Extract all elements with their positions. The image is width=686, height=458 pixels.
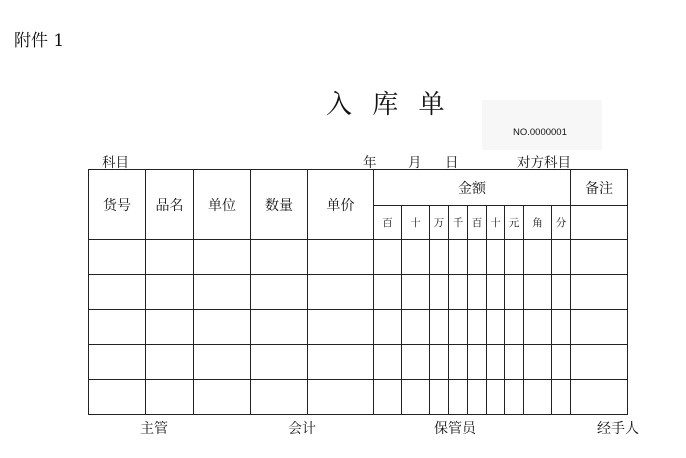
table-cell — [308, 275, 374, 310]
counterparty-subject-label: 对方科目 — [517, 155, 571, 171]
accountant-label: 会计 — [288, 421, 316, 437]
col-remarks: 备注 — [571, 170, 628, 206]
digit-jiao: 角 — [524, 206, 552, 240]
table-cell — [552, 345, 571, 380]
table-cell — [524, 380, 552, 415]
table-cell — [402, 310, 430, 345]
table-cell — [194, 380, 251, 415]
table-cell — [402, 380, 430, 415]
day-label: 日 — [445, 155, 459, 171]
col-amount: 金额 — [374, 170, 571, 206]
table-cell — [505, 345, 524, 380]
table-cell — [89, 345, 146, 380]
table-cell — [402, 345, 430, 380]
table-cell — [505, 240, 524, 275]
table-cell — [89, 240, 146, 275]
table-cell — [146, 380, 194, 415]
table-cell — [552, 310, 571, 345]
form-title: 入 库 单 — [326, 90, 451, 120]
table-cell — [468, 380, 487, 415]
table-cell — [430, 345, 449, 380]
table-cell — [505, 380, 524, 415]
table-body — [89, 170, 628, 415]
table-cell — [449, 240, 468, 275]
table-cell — [308, 380, 374, 415]
table-row — [89, 275, 628, 310]
table-cell — [251, 240, 308, 275]
table-cell — [402, 240, 430, 275]
year-label: 年 — [363, 155, 377, 171]
table-cell — [552, 275, 571, 310]
custodian-label: 保管员 — [434, 421, 476, 437]
digit-hundred: 百 — [468, 206, 487, 240]
table-cell — [449, 380, 468, 415]
table-cell — [374, 275, 402, 310]
digit-hundred-ten-thousand: 百 — [374, 206, 402, 240]
serial-number: NO.0000001 — [513, 127, 567, 138]
header-row-1 — [89, 170, 628, 206]
col-goods-no: 货号 — [89, 170, 146, 240]
table-cell — [146, 310, 194, 345]
col-product-name: 品名 — [146, 170, 194, 240]
table-cell — [146, 345, 194, 380]
subject-label: 科目 — [102, 155, 129, 171]
table-cell — [552, 380, 571, 415]
table-cell — [251, 380, 308, 415]
table-row — [89, 345, 628, 380]
table-cell — [449, 345, 468, 380]
table-cell — [571, 275, 628, 310]
table-cell — [430, 275, 449, 310]
table-cell — [468, 240, 487, 275]
table-cell — [571, 380, 628, 415]
table-cell — [430, 380, 449, 415]
table-cell — [524, 240, 552, 275]
table-cell — [251, 310, 308, 345]
col-unit-price: 单价 — [308, 170, 374, 240]
table-row — [89, 380, 628, 415]
table-cell — [374, 310, 402, 345]
table-cell — [487, 275, 505, 310]
digit-ten: 十 — [487, 206, 505, 240]
table-cell — [524, 310, 552, 345]
table-cell — [505, 310, 524, 345]
table-cell — [524, 275, 552, 310]
col-unit: 单位 — [194, 170, 251, 240]
table-cell — [374, 380, 402, 415]
table-cell — [552, 240, 571, 275]
table-cell — [308, 345, 374, 380]
table-cell — [571, 310, 628, 345]
table-cell — [449, 275, 468, 310]
month-label: 月 — [408, 155, 422, 171]
table-cell — [308, 240, 374, 275]
col-quantity: 数量 — [251, 170, 308, 240]
remarks-subheader — [571, 206, 628, 240]
table-cell — [251, 345, 308, 380]
table-cell — [468, 310, 487, 345]
warehouse-receipt-table — [88, 169, 628, 415]
table-cell — [194, 240, 251, 275]
table-cell — [571, 240, 628, 275]
table-cell — [402, 275, 430, 310]
table-cell — [505, 275, 524, 310]
table-cell — [430, 240, 449, 275]
table-cell — [89, 275, 146, 310]
table-row — [89, 310, 628, 345]
digit-ten-ten-thousand: 十 — [402, 206, 430, 240]
table-cell — [374, 345, 402, 380]
table-cell — [89, 310, 146, 345]
table-cell — [487, 240, 505, 275]
table-row — [89, 240, 628, 275]
table-cell — [487, 345, 505, 380]
digit-ten-thousand: 万 — [430, 206, 449, 240]
table-cell — [374, 240, 402, 275]
table-cell — [308, 310, 374, 345]
table-cell — [487, 310, 505, 345]
supervisor-label: 主管 — [140, 421, 168, 437]
table-cell — [524, 345, 552, 380]
table-cell — [571, 345, 628, 380]
table-cell — [468, 275, 487, 310]
table-cell — [194, 310, 251, 345]
table-cell — [487, 380, 505, 415]
serial-number-area — [482, 100, 602, 150]
table-cell — [194, 275, 251, 310]
table-cell — [449, 310, 468, 345]
table-cell — [468, 345, 487, 380]
digit-yuan: 元 — [505, 206, 524, 240]
digit-thousand: 千 — [449, 206, 468, 240]
handler-label: 经手人 — [597, 421, 639, 437]
table-cell — [430, 310, 449, 345]
table-cell — [146, 275, 194, 310]
table-cell — [251, 275, 308, 310]
attachment-label: 附件 1 — [14, 31, 65, 51]
digit-fen: 分 — [552, 206, 571, 240]
table-cell — [146, 240, 194, 275]
table-cell — [89, 380, 146, 415]
table-cell — [194, 345, 251, 380]
